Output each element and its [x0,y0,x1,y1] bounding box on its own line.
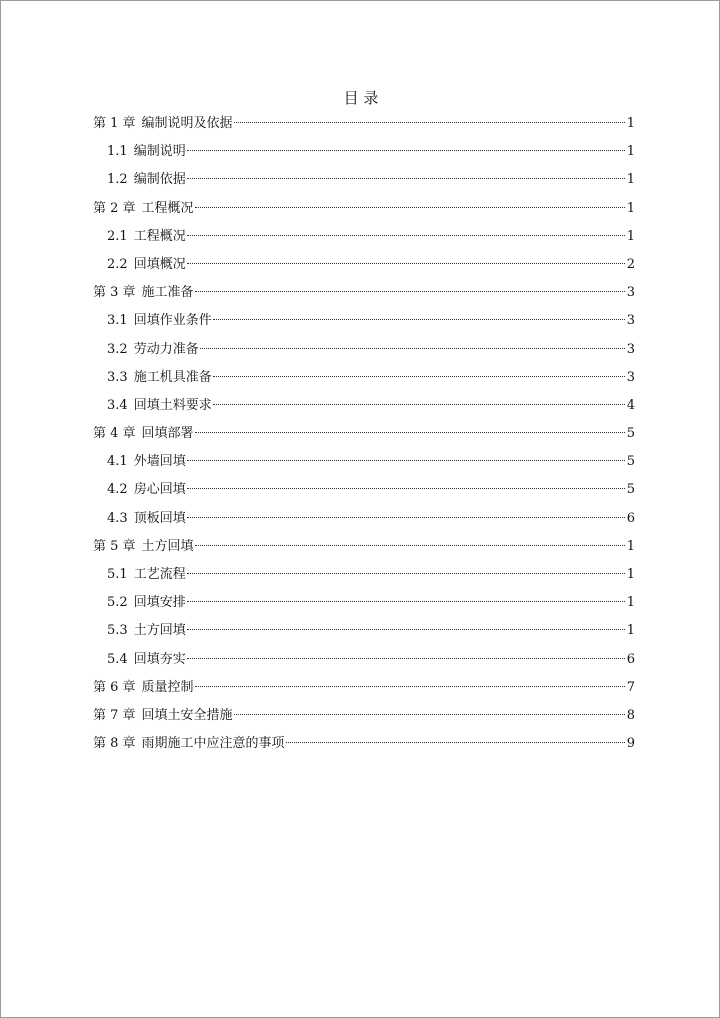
toc-dot-leader [187,658,625,659]
toc-section-entry[interactable] [93,223,635,251]
toc-entry-title: 土方回填 [141,538,194,554]
toc-dot-leader [195,291,625,292]
toc-dot-leader [187,263,625,264]
toc-entry-title: 回填土安全措施 [141,707,233,723]
toc-dot-leader [187,178,625,179]
toc-chapter-entry[interactable] [93,702,635,730]
toc-section-entry[interactable] [93,505,635,533]
toc-dot-leader [187,601,625,602]
toc-entry-title: 顶板回填 [133,510,186,526]
toc-dot-leader [187,573,625,574]
toc-entry-title: 回填安排 [133,595,186,611]
toc-dot-leader [234,122,625,123]
toc-entry-number: 第 4 章 [93,426,136,442]
toc-page-number: 3 [626,341,635,357]
toc-section-entry[interactable] [93,392,635,420]
toc-entry-title: 回填部署 [141,426,194,442]
toc-page-number: 9 [626,736,635,752]
toc-entry-title: 工艺流程 [133,567,186,582]
toc-entry-number: 2.2 [107,256,128,272]
toc-entry-number: 5.3 [107,623,128,639]
toc-section-entry[interactable] [93,251,635,279]
toc-entry-title: 编制依据 [133,172,186,188]
toc-page-number: 1 [626,228,635,244]
toc-entry-number: 第 8 章 [93,736,136,752]
toc-dot-leader [187,629,625,630]
toc-chapter-entry[interactable] [93,533,635,561]
toc-title: 目 录 [343,89,379,107]
toc-entry-title: 房心回填 [133,482,186,498]
toc-page-number: 7 [626,679,635,695]
toc-entry-number: 3.4 [107,397,128,413]
toc-entry-title: 回填作业条件 [133,313,212,329]
toc-entry-number: 1.2 [107,172,128,188]
toc-entry-number: 5.1 [107,567,128,582]
toc-entry-number: 5.4 [107,651,128,667]
toc-entry-title: 编制说明及依据 [141,116,233,131]
toc-page-number: 1 [626,144,635,160]
toc-section-entry[interactable] [93,617,635,645]
toc-section-entry[interactable] [93,364,635,392]
toc-page-number: 1 [626,595,635,611]
toc-entry-title: 编制说明 [133,144,186,160]
toc-entry-number: 2.1 [107,228,128,244]
toc-entry-title: 回填土料要求 [133,397,212,413]
toc-entry-title: 回填概况 [133,256,186,272]
toc-dot-leader [187,235,625,236]
toc-entry-title: 质量控制 [141,679,194,695]
toc-entry-title: 雨期施工中应注意的事项 [141,736,285,752]
toc-page-number: 3 [626,369,635,385]
toc-entry-title: 工程概况 [133,228,186,244]
toc-entry-title: 劳动力准备 [133,341,199,357]
toc-dot-leader [195,207,625,208]
toc-entry-number: 1.1 [107,144,128,160]
toc-dot-leader [195,686,625,687]
toc-page-number: 4 [626,397,635,413]
toc-dot-leader [213,404,625,405]
toc-section-entry[interactable] [93,561,635,589]
toc-entry-title: 工程概况 [141,200,194,216]
toc-dot-leader [213,319,625,320]
toc-section-entry[interactable] [93,476,635,504]
toc-entry-number: 3.3 [107,369,128,385]
toc-entry-number: 第 1 章 [93,116,136,131]
toc-dot-leader [286,742,625,743]
toc-chapter-entry[interactable] [93,110,635,138]
toc-page-number: 3 [626,285,635,301]
toc-entry-title: 回填夯实 [133,651,186,667]
toc-entry-number: 4.3 [107,510,128,526]
toc-section-entry[interactable] [93,138,635,166]
toc-page-number: 3 [626,313,635,329]
toc-entry-number: 第 6 章 [93,679,136,695]
toc-entry-number: 4.1 [107,454,128,470]
toc-dot-leader [213,376,625,377]
toc-entry-number: 3.1 [107,313,128,329]
toc-page-number: 8 [626,707,635,723]
toc-dot-leader [187,150,625,151]
toc-section-entry[interactable] [93,448,635,476]
toc-entry-number: 第 3 章 [93,285,136,301]
toc-page-number: 5 [626,426,635,442]
toc-dot-leader [187,488,625,489]
toc-dot-leader [195,545,625,546]
toc-dot-leader [200,348,625,349]
toc-dot-leader [234,714,625,715]
toc-entry-number: 第 7 章 [93,707,136,723]
toc-page-number: 5 [626,454,635,470]
toc-section-entry[interactable] [93,307,635,335]
toc-section-entry[interactable] [93,646,635,674]
toc-entry-number: 3.2 [107,341,128,357]
toc-dot-leader [187,517,625,518]
toc-page-number: 5 [626,482,635,498]
toc-page-number: 1 [626,567,635,582]
toc-dot-leader [187,460,625,461]
toc-entry-number: 5.2 [107,595,128,611]
toc-chapter-entry[interactable] [93,730,635,758]
toc-page-number: 1 [626,538,635,554]
toc-page-number: 1 [626,116,635,131]
toc-section-entry[interactable] [93,336,635,364]
toc-page-number: 1 [626,623,635,639]
toc-page-number: 6 [626,510,635,526]
toc-entry-number: 4.2 [107,482,128,498]
toc-section-entry[interactable] [93,166,635,194]
table-of-contents [93,110,635,758]
toc-entry-title: 外墙回填 [133,454,186,470]
toc-chapter-entry[interactable] [93,674,635,702]
toc-entry-title: 施工机具准备 [133,369,212,385]
toc-dot-leader [195,432,625,433]
toc-chapter-entry[interactable] [93,420,635,448]
toc-entry-title: 施工准备 [141,285,194,301]
toc-chapter-entry[interactable] [93,279,635,307]
toc-page-number: 1 [626,172,635,188]
toc-chapter-entry[interactable] [93,195,635,223]
toc-section-entry[interactable] [93,589,635,617]
toc-page-number: 6 [626,651,635,667]
toc-page-number: 2 [626,256,635,272]
toc-entry-title: 土方回填 [133,623,186,639]
toc-page-number: 1 [626,200,635,216]
toc-entry-number: 第 2 章 [93,200,136,216]
toc-entry-number: 第 5 章 [93,538,136,554]
